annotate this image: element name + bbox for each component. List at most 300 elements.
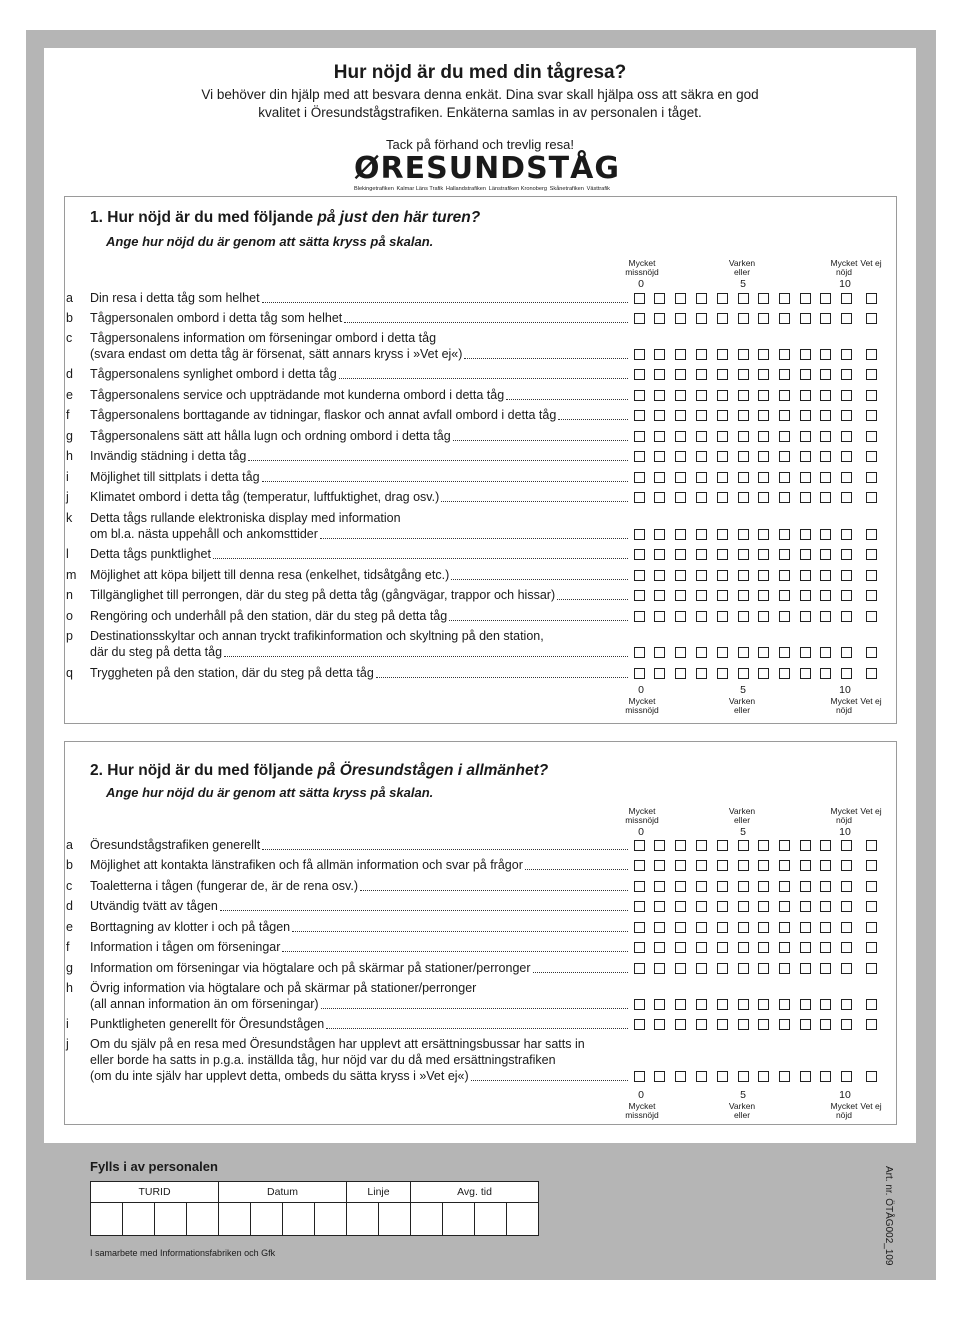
vet-ej-checkbox[interactable] bbox=[866, 529, 877, 540]
rating-checkbox-4[interactable] bbox=[717, 529, 728, 540]
rating-checkbox-2[interactable] bbox=[675, 840, 686, 851]
rating-checkbox-6[interactable] bbox=[758, 999, 769, 1010]
staff-input-cell[interactable] bbox=[283, 1203, 315, 1236]
rating-checkbox-2[interactable] bbox=[675, 999, 686, 1010]
rating-checkbox-7[interactable] bbox=[779, 369, 790, 380]
rating-checkbox-1[interactable] bbox=[654, 1071, 665, 1082]
rating-checkbox-3[interactable] bbox=[696, 390, 707, 401]
rating-checkbox-7[interactable] bbox=[779, 492, 790, 503]
rating-checkbox-4[interactable] bbox=[717, 549, 728, 560]
rating-checkbox-3[interactable] bbox=[696, 647, 707, 658]
rating-checkbox-2[interactable] bbox=[675, 570, 686, 581]
rating-checkbox-9[interactable] bbox=[820, 431, 831, 442]
rating-checkbox-4[interactable] bbox=[717, 860, 728, 871]
rating-checkbox-8[interactable] bbox=[800, 369, 811, 380]
rating-checkbox-5[interactable] bbox=[738, 860, 749, 871]
rating-checkbox-1[interactable] bbox=[654, 901, 665, 912]
rating-checkbox-3[interactable] bbox=[696, 922, 707, 933]
rating-checkbox-5[interactable] bbox=[738, 1019, 749, 1030]
rating-checkbox-2[interactable] bbox=[675, 901, 686, 912]
vet-ej-checkbox[interactable] bbox=[866, 881, 877, 892]
rating-checkbox-3[interactable] bbox=[696, 549, 707, 560]
vet-ej-checkbox[interactable] bbox=[866, 647, 877, 658]
rating-checkbox-7[interactable] bbox=[779, 999, 790, 1010]
rating-checkbox-5[interactable] bbox=[738, 901, 749, 912]
rating-checkbox-5[interactable] bbox=[738, 611, 749, 622]
rating-checkbox-5[interactable] bbox=[738, 942, 749, 953]
rating-checkbox-1[interactable] bbox=[654, 860, 665, 871]
rating-checkbox-4[interactable] bbox=[717, 492, 728, 503]
staff-input-cell[interactable] bbox=[187, 1203, 219, 1236]
rating-checkbox-1[interactable] bbox=[654, 963, 665, 974]
rating-checkbox-1[interactable] bbox=[654, 647, 665, 658]
rating-checkbox-4[interactable] bbox=[717, 472, 728, 483]
staff-input-cell[interactable] bbox=[251, 1203, 283, 1236]
rating-checkbox-9[interactable] bbox=[820, 590, 831, 601]
rating-checkbox-3[interactable] bbox=[696, 901, 707, 912]
rating-checkbox-1[interactable] bbox=[654, 668, 665, 679]
rating-checkbox-4[interactable] bbox=[717, 313, 728, 324]
rating-checkbox-1[interactable] bbox=[654, 313, 665, 324]
rating-checkbox-3[interactable] bbox=[696, 293, 707, 304]
rating-checkbox-7[interactable] bbox=[779, 942, 790, 953]
rating-checkbox-7[interactable] bbox=[779, 647, 790, 658]
rating-checkbox-0[interactable] bbox=[634, 570, 645, 581]
rating-checkbox-10[interactable] bbox=[841, 647, 852, 658]
rating-checkbox-5[interactable] bbox=[738, 840, 749, 851]
staff-input-cell[interactable] bbox=[475, 1203, 507, 1236]
rating-checkbox-8[interactable] bbox=[800, 431, 811, 442]
rating-checkbox-10[interactable] bbox=[841, 451, 852, 462]
rating-checkbox-8[interactable] bbox=[800, 451, 811, 462]
rating-checkbox-6[interactable] bbox=[758, 860, 769, 871]
rating-checkbox-0[interactable] bbox=[634, 349, 645, 360]
rating-checkbox-1[interactable] bbox=[654, 999, 665, 1010]
rating-checkbox-9[interactable] bbox=[820, 451, 831, 462]
rating-checkbox-0[interactable] bbox=[634, 590, 645, 601]
rating-checkbox-6[interactable] bbox=[758, 881, 769, 892]
rating-checkbox-10[interactable] bbox=[841, 349, 852, 360]
rating-checkbox-10[interactable] bbox=[841, 668, 852, 679]
rating-checkbox-6[interactable] bbox=[758, 472, 769, 483]
rating-checkbox-3[interactable] bbox=[696, 1019, 707, 1030]
vet-ej-checkbox[interactable] bbox=[866, 1071, 877, 1082]
rating-checkbox-6[interactable] bbox=[758, 549, 769, 560]
rating-checkbox-0[interactable] bbox=[634, 451, 645, 462]
rating-checkbox-10[interactable] bbox=[841, 999, 852, 1010]
rating-checkbox-10[interactable] bbox=[841, 1019, 852, 1030]
rating-checkbox-10[interactable] bbox=[841, 431, 852, 442]
rating-checkbox-10[interactable] bbox=[841, 549, 852, 560]
rating-checkbox-10[interactable] bbox=[841, 963, 852, 974]
rating-checkbox-0[interactable] bbox=[634, 313, 645, 324]
rating-checkbox-8[interactable] bbox=[800, 293, 811, 304]
vet-ej-checkbox[interactable] bbox=[866, 549, 877, 560]
rating-checkbox-3[interactable] bbox=[696, 492, 707, 503]
rating-checkbox-6[interactable] bbox=[758, 922, 769, 933]
rating-checkbox-1[interactable] bbox=[654, 349, 665, 360]
rating-checkbox-9[interactable] bbox=[820, 942, 831, 953]
rating-checkbox-3[interactable] bbox=[696, 451, 707, 462]
vet-ej-checkbox[interactable] bbox=[866, 999, 877, 1010]
rating-checkbox-5[interactable] bbox=[738, 881, 749, 892]
rating-checkbox-9[interactable] bbox=[820, 647, 831, 658]
rating-checkbox-0[interactable] bbox=[634, 492, 645, 503]
rating-checkbox-9[interactable] bbox=[820, 313, 831, 324]
rating-checkbox-2[interactable] bbox=[675, 390, 686, 401]
rating-checkbox-8[interactable] bbox=[800, 611, 811, 622]
rating-checkbox-0[interactable] bbox=[634, 840, 645, 851]
rating-checkbox-10[interactable] bbox=[841, 881, 852, 892]
rating-checkbox-5[interactable] bbox=[738, 570, 749, 581]
rating-checkbox-8[interactable] bbox=[800, 901, 811, 912]
rating-checkbox-6[interactable] bbox=[758, 611, 769, 622]
rating-checkbox-6[interactable] bbox=[758, 390, 769, 401]
rating-checkbox-0[interactable] bbox=[634, 431, 645, 442]
rating-checkbox-7[interactable] bbox=[779, 349, 790, 360]
rating-checkbox-10[interactable] bbox=[841, 390, 852, 401]
rating-checkbox-10[interactable] bbox=[841, 901, 852, 912]
rating-checkbox-2[interactable] bbox=[675, 293, 686, 304]
rating-checkbox-8[interactable] bbox=[800, 313, 811, 324]
rating-checkbox-3[interactable] bbox=[696, 410, 707, 421]
rating-checkbox-7[interactable] bbox=[779, 840, 790, 851]
rating-checkbox-6[interactable] bbox=[758, 570, 769, 581]
rating-checkbox-8[interactable] bbox=[800, 881, 811, 892]
rating-checkbox-2[interactable] bbox=[675, 549, 686, 560]
rating-checkbox-9[interactable] bbox=[820, 369, 831, 380]
rating-checkbox-8[interactable] bbox=[800, 590, 811, 601]
rating-checkbox-6[interactable] bbox=[758, 349, 769, 360]
rating-checkbox-8[interactable] bbox=[800, 647, 811, 658]
rating-checkbox-0[interactable] bbox=[634, 390, 645, 401]
rating-checkbox-3[interactable] bbox=[696, 349, 707, 360]
rating-checkbox-9[interactable] bbox=[820, 840, 831, 851]
rating-checkbox-3[interactable] bbox=[696, 860, 707, 871]
rating-checkbox-1[interactable] bbox=[654, 369, 665, 380]
rating-checkbox-0[interactable] bbox=[634, 369, 645, 380]
rating-checkbox-10[interactable] bbox=[841, 369, 852, 380]
rating-checkbox-2[interactable] bbox=[675, 410, 686, 421]
rating-checkbox-0[interactable] bbox=[634, 668, 645, 679]
rating-checkbox-4[interactable] bbox=[717, 1019, 728, 1030]
rating-checkbox-3[interactable] bbox=[696, 570, 707, 581]
rating-checkbox-7[interactable] bbox=[779, 963, 790, 974]
rating-checkbox-4[interactable] bbox=[717, 410, 728, 421]
rating-checkbox-2[interactable] bbox=[675, 881, 686, 892]
vet-ej-checkbox[interactable] bbox=[866, 590, 877, 601]
rating-checkbox-7[interactable] bbox=[779, 881, 790, 892]
rating-checkbox-1[interactable] bbox=[654, 881, 665, 892]
rating-checkbox-10[interactable] bbox=[841, 611, 852, 622]
rating-checkbox-7[interactable] bbox=[779, 1019, 790, 1030]
rating-checkbox-3[interactable] bbox=[696, 881, 707, 892]
rating-checkbox-5[interactable] bbox=[738, 647, 749, 658]
staff-input-cell[interactable] bbox=[379, 1203, 411, 1236]
rating-checkbox-5[interactable] bbox=[738, 529, 749, 540]
rating-checkbox-6[interactable] bbox=[758, 963, 769, 974]
rating-checkbox-1[interactable] bbox=[654, 1019, 665, 1030]
rating-checkbox-6[interactable] bbox=[758, 313, 769, 324]
rating-checkbox-6[interactable] bbox=[758, 668, 769, 679]
rating-checkbox-0[interactable] bbox=[634, 529, 645, 540]
vet-ej-checkbox[interactable] bbox=[866, 293, 877, 304]
rating-checkbox-9[interactable] bbox=[820, 881, 831, 892]
rating-checkbox-5[interactable] bbox=[738, 590, 749, 601]
rating-checkbox-6[interactable] bbox=[758, 410, 769, 421]
rating-checkbox-4[interactable] bbox=[717, 611, 728, 622]
rating-checkbox-5[interactable] bbox=[738, 451, 749, 462]
rating-checkbox-9[interactable] bbox=[820, 1019, 831, 1030]
rating-checkbox-9[interactable] bbox=[820, 860, 831, 871]
vet-ej-checkbox[interactable] bbox=[866, 901, 877, 912]
rating-checkbox-0[interactable] bbox=[634, 549, 645, 560]
vet-ej-checkbox[interactable] bbox=[866, 390, 877, 401]
vet-ej-checkbox[interactable] bbox=[866, 492, 877, 503]
rating-checkbox-9[interactable] bbox=[820, 963, 831, 974]
rating-checkbox-0[interactable] bbox=[634, 293, 645, 304]
vet-ej-checkbox[interactable] bbox=[866, 922, 877, 933]
rating-checkbox-4[interactable] bbox=[717, 570, 728, 581]
rating-checkbox-9[interactable] bbox=[820, 410, 831, 421]
rating-checkbox-6[interactable] bbox=[758, 451, 769, 462]
rating-checkbox-9[interactable] bbox=[820, 570, 831, 581]
staff-input-cell[interactable] bbox=[219, 1203, 251, 1236]
rating-checkbox-4[interactable] bbox=[717, 840, 728, 851]
rating-checkbox-0[interactable] bbox=[634, 942, 645, 953]
rating-checkbox-0[interactable] bbox=[634, 410, 645, 421]
rating-checkbox-4[interactable] bbox=[717, 431, 728, 442]
staff-input-cell[interactable] bbox=[155, 1203, 187, 1236]
rating-checkbox-4[interactable] bbox=[717, 901, 728, 912]
rating-checkbox-10[interactable] bbox=[841, 570, 852, 581]
rating-checkbox-4[interactable] bbox=[717, 963, 728, 974]
rating-checkbox-6[interactable] bbox=[758, 647, 769, 658]
rating-checkbox-1[interactable] bbox=[654, 293, 665, 304]
rating-checkbox-0[interactable] bbox=[634, 922, 645, 933]
rating-checkbox-6[interactable] bbox=[758, 1071, 769, 1082]
rating-checkbox-0[interactable] bbox=[634, 611, 645, 622]
vet-ej-checkbox[interactable] bbox=[866, 349, 877, 360]
rating-checkbox-7[interactable] bbox=[779, 549, 790, 560]
rating-checkbox-2[interactable] bbox=[675, 313, 686, 324]
rating-checkbox-2[interactable] bbox=[675, 860, 686, 871]
rating-checkbox-5[interactable] bbox=[738, 668, 749, 679]
rating-checkbox-0[interactable] bbox=[634, 1071, 645, 1082]
rating-checkbox-1[interactable] bbox=[654, 529, 665, 540]
rating-checkbox-8[interactable] bbox=[800, 860, 811, 871]
rating-checkbox-0[interactable] bbox=[634, 1019, 645, 1030]
rating-checkbox-5[interactable] bbox=[738, 963, 749, 974]
rating-checkbox-6[interactable] bbox=[758, 942, 769, 953]
rating-checkbox-1[interactable] bbox=[654, 590, 665, 601]
rating-checkbox-3[interactable] bbox=[696, 668, 707, 679]
rating-checkbox-3[interactable] bbox=[696, 472, 707, 483]
rating-checkbox-7[interactable] bbox=[779, 431, 790, 442]
rating-checkbox-6[interactable] bbox=[758, 590, 769, 601]
rating-checkbox-8[interactable] bbox=[800, 963, 811, 974]
rating-checkbox-4[interactable] bbox=[717, 922, 728, 933]
rating-checkbox-7[interactable] bbox=[779, 472, 790, 483]
rating-checkbox-9[interactable] bbox=[820, 668, 831, 679]
rating-checkbox-8[interactable] bbox=[800, 668, 811, 679]
rating-checkbox-8[interactable] bbox=[800, 349, 811, 360]
rating-checkbox-8[interactable] bbox=[800, 472, 811, 483]
rating-checkbox-8[interactable] bbox=[800, 1019, 811, 1030]
rating-checkbox-7[interactable] bbox=[779, 860, 790, 871]
rating-checkbox-10[interactable] bbox=[841, 922, 852, 933]
rating-checkbox-0[interactable] bbox=[634, 901, 645, 912]
rating-checkbox-8[interactable] bbox=[800, 410, 811, 421]
rating-checkbox-10[interactable] bbox=[841, 293, 852, 304]
rating-checkbox-1[interactable] bbox=[654, 922, 665, 933]
rating-checkbox-8[interactable] bbox=[800, 529, 811, 540]
vet-ej-checkbox[interactable] bbox=[866, 410, 877, 421]
rating-checkbox-4[interactable] bbox=[717, 668, 728, 679]
vet-ej-checkbox[interactable] bbox=[866, 1019, 877, 1030]
rating-checkbox-2[interactable] bbox=[675, 942, 686, 953]
rating-checkbox-4[interactable] bbox=[717, 942, 728, 953]
rating-checkbox-3[interactable] bbox=[696, 369, 707, 380]
rating-checkbox-1[interactable] bbox=[654, 410, 665, 421]
rating-checkbox-5[interactable] bbox=[738, 313, 749, 324]
rating-checkbox-5[interactable] bbox=[738, 472, 749, 483]
rating-checkbox-3[interactable] bbox=[696, 590, 707, 601]
staff-input-cell[interactable] bbox=[411, 1203, 443, 1236]
rating-checkbox-10[interactable] bbox=[841, 410, 852, 421]
rating-checkbox-2[interactable] bbox=[675, 472, 686, 483]
rating-checkbox-6[interactable] bbox=[758, 529, 769, 540]
rating-checkbox-7[interactable] bbox=[779, 451, 790, 462]
rating-checkbox-7[interactable] bbox=[779, 922, 790, 933]
rating-checkbox-7[interactable] bbox=[779, 668, 790, 679]
rating-checkbox-9[interactable] bbox=[820, 922, 831, 933]
rating-checkbox-1[interactable] bbox=[654, 549, 665, 560]
rating-checkbox-5[interactable] bbox=[738, 410, 749, 421]
rating-checkbox-10[interactable] bbox=[841, 492, 852, 503]
rating-checkbox-5[interactable] bbox=[738, 999, 749, 1010]
rating-checkbox-8[interactable] bbox=[800, 549, 811, 560]
rating-checkbox-2[interactable] bbox=[675, 529, 686, 540]
staff-input-cell[interactable] bbox=[347, 1203, 379, 1236]
rating-checkbox-3[interactable] bbox=[696, 431, 707, 442]
rating-checkbox-2[interactable] bbox=[675, 922, 686, 933]
rating-checkbox-9[interactable] bbox=[820, 901, 831, 912]
rating-checkbox-2[interactable] bbox=[675, 349, 686, 360]
rating-checkbox-4[interactable] bbox=[717, 647, 728, 658]
rating-checkbox-4[interactable] bbox=[717, 293, 728, 304]
rating-checkbox-7[interactable] bbox=[779, 293, 790, 304]
rating-checkbox-0[interactable] bbox=[634, 963, 645, 974]
rating-checkbox-8[interactable] bbox=[800, 922, 811, 933]
rating-checkbox-2[interactable] bbox=[675, 590, 686, 601]
staff-input-cell[interactable] bbox=[315, 1203, 347, 1236]
rating-checkbox-2[interactable] bbox=[675, 369, 686, 380]
rating-checkbox-10[interactable] bbox=[841, 840, 852, 851]
rating-checkbox-9[interactable] bbox=[820, 492, 831, 503]
rating-checkbox-1[interactable] bbox=[654, 431, 665, 442]
rating-checkbox-5[interactable] bbox=[738, 390, 749, 401]
staff-input-cell[interactable] bbox=[91, 1203, 123, 1236]
rating-checkbox-6[interactable] bbox=[758, 840, 769, 851]
rating-checkbox-9[interactable] bbox=[820, 472, 831, 483]
rating-checkbox-9[interactable] bbox=[820, 293, 831, 304]
rating-checkbox-3[interactable] bbox=[696, 963, 707, 974]
vet-ej-checkbox[interactable] bbox=[866, 369, 877, 380]
rating-checkbox-0[interactable] bbox=[634, 999, 645, 1010]
rating-checkbox-1[interactable] bbox=[654, 570, 665, 581]
rating-checkbox-3[interactable] bbox=[696, 529, 707, 540]
vet-ej-checkbox[interactable] bbox=[866, 451, 877, 462]
rating-checkbox-9[interactable] bbox=[820, 390, 831, 401]
rating-checkbox-1[interactable] bbox=[654, 390, 665, 401]
rating-checkbox-0[interactable] bbox=[634, 860, 645, 871]
rating-checkbox-10[interactable] bbox=[841, 472, 852, 483]
rating-checkbox-2[interactable] bbox=[675, 431, 686, 442]
rating-checkbox-7[interactable] bbox=[779, 410, 790, 421]
rating-checkbox-2[interactable] bbox=[675, 451, 686, 462]
rating-checkbox-2[interactable] bbox=[675, 647, 686, 658]
rating-checkbox-7[interactable] bbox=[779, 590, 790, 601]
rating-checkbox-8[interactable] bbox=[800, 999, 811, 1010]
rating-checkbox-3[interactable] bbox=[696, 313, 707, 324]
rating-checkbox-3[interactable] bbox=[696, 611, 707, 622]
rating-checkbox-0[interactable] bbox=[634, 647, 645, 658]
vet-ej-checkbox[interactable] bbox=[866, 963, 877, 974]
rating-checkbox-1[interactable] bbox=[654, 942, 665, 953]
rating-checkbox-10[interactable] bbox=[841, 529, 852, 540]
vet-ej-checkbox[interactable] bbox=[866, 472, 877, 483]
rating-checkbox-8[interactable] bbox=[800, 570, 811, 581]
rating-checkbox-10[interactable] bbox=[841, 860, 852, 871]
rating-checkbox-9[interactable] bbox=[820, 611, 831, 622]
rating-checkbox-6[interactable] bbox=[758, 369, 769, 380]
rating-checkbox-4[interactable] bbox=[717, 390, 728, 401]
vet-ej-checkbox[interactable] bbox=[866, 570, 877, 581]
rating-checkbox-3[interactable] bbox=[696, 942, 707, 953]
rating-checkbox-0[interactable] bbox=[634, 472, 645, 483]
rating-checkbox-5[interactable] bbox=[738, 1071, 749, 1082]
rating-checkbox-4[interactable] bbox=[717, 590, 728, 601]
rating-checkbox-7[interactable] bbox=[779, 901, 790, 912]
rating-checkbox-5[interactable] bbox=[738, 922, 749, 933]
rating-checkbox-5[interactable] bbox=[738, 431, 749, 442]
rating-checkbox-2[interactable] bbox=[675, 1071, 686, 1082]
rating-checkbox-8[interactable] bbox=[800, 840, 811, 851]
rating-checkbox-2[interactable] bbox=[675, 492, 686, 503]
rating-checkbox-0[interactable] bbox=[634, 881, 645, 892]
rating-checkbox-2[interactable] bbox=[675, 963, 686, 974]
rating-checkbox-9[interactable] bbox=[820, 349, 831, 360]
rating-checkbox-5[interactable] bbox=[738, 293, 749, 304]
rating-checkbox-8[interactable] bbox=[800, 942, 811, 953]
rating-checkbox-8[interactable] bbox=[800, 1071, 811, 1082]
rating-checkbox-10[interactable] bbox=[841, 1071, 852, 1082]
rating-checkbox-1[interactable] bbox=[654, 451, 665, 462]
rating-checkbox-8[interactable] bbox=[800, 492, 811, 503]
rating-checkbox-2[interactable] bbox=[675, 611, 686, 622]
vet-ej-checkbox[interactable] bbox=[866, 431, 877, 442]
staff-input-cell[interactable] bbox=[443, 1203, 475, 1236]
rating-checkbox-1[interactable] bbox=[654, 611, 665, 622]
rating-checkbox-4[interactable] bbox=[717, 451, 728, 462]
rating-checkbox-4[interactable] bbox=[717, 369, 728, 380]
rating-checkbox-6[interactable] bbox=[758, 901, 769, 912]
vet-ej-checkbox[interactable] bbox=[866, 313, 877, 324]
rating-checkbox-3[interactable] bbox=[696, 840, 707, 851]
rating-checkbox-2[interactable] bbox=[675, 1019, 686, 1030]
rating-checkbox-3[interactable] bbox=[696, 999, 707, 1010]
